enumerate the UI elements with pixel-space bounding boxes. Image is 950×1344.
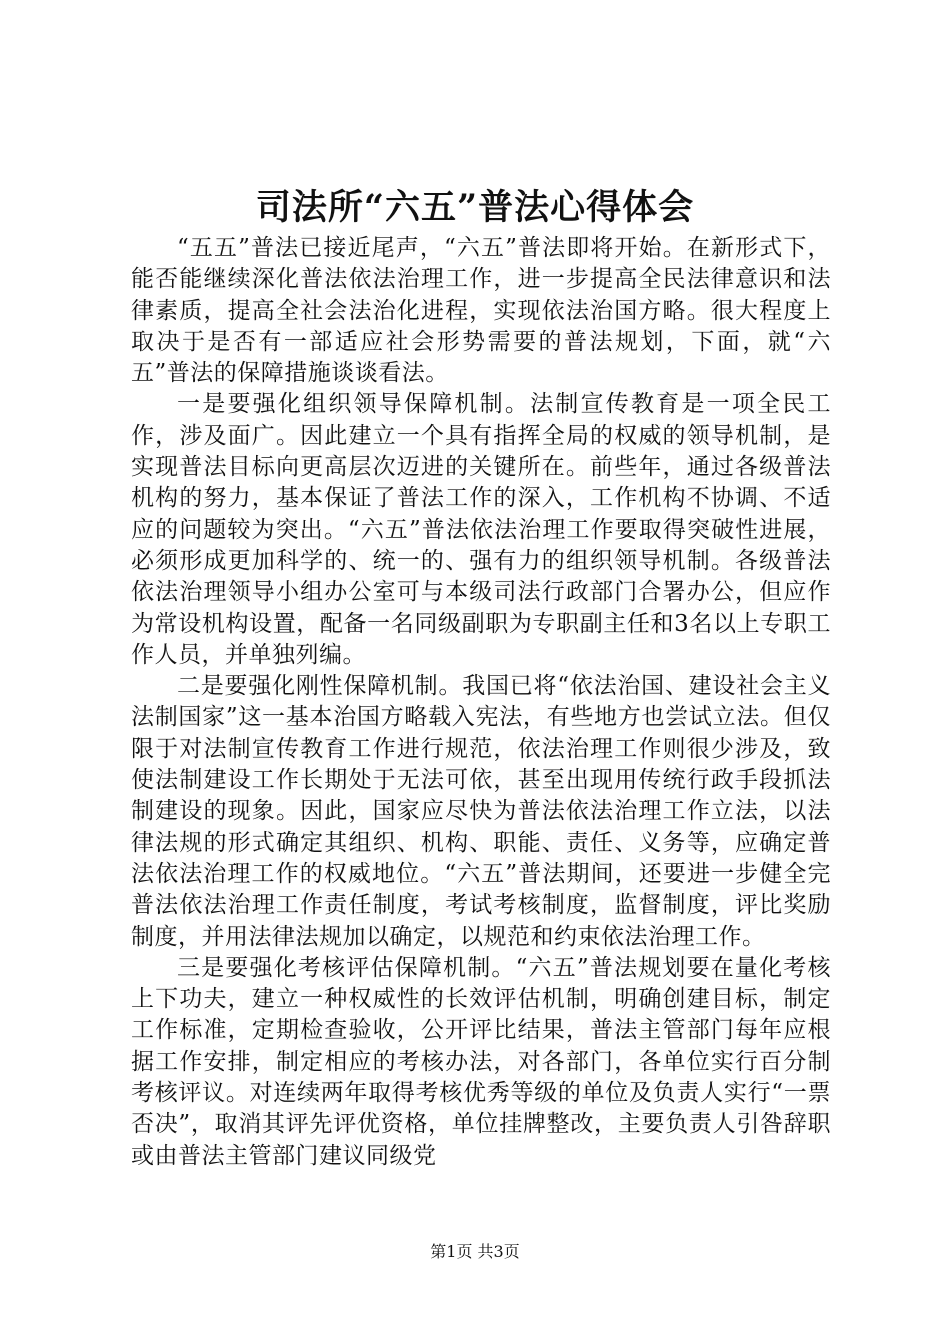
- paragraph-organization: 一是要强化组织领导保障机制。法制宣传教育是一项全民工作，涉及面广。因此建立一个具有指挥全局的权威的领导机制，是实现普法目标向更高层次迈进的关键所在。前些年，通过各级普法机构的努力，基本保证了普法工作的深入，工作机构不协调、不适应的问题较为突出。“六五”普法依法治理工作要取得突破性进展，必须形成更加科学的、统一的、强有力的组织领导机制。各级普法依法治理领导小组办公室可与本级司法行政部门合署办公，但应作为常设机构设置，配备一名同级副职为专职副主任和3名以上专职工作人员，并单独列编。: [131, 391, 831, 668]
- document-title: 司法所“六五”普法心得体会: [255, 187, 695, 228]
- page-number: 第1页 共3页: [430, 1242, 520, 1261]
- paragraph-intro: “五五”普法已接近尾声，“六五”普法即将开始。在新形式下，能否能继续深化普法依法治理工作，进一步提高全民法律意识和法律素质，提高全社会法治化进程，实现依法治国方略。很大程度上取决于是否有一部适应社会形势需要的普法规划，下面，就“六五”普法的保障措施谈谈看法。: [131, 235, 831, 387]
- document-body: [131, 233, 831, 1172]
- paragraph-assessment: 三是要强化考核评估保障机制。“六五”普法规划要在量化考核上下功夫，建立一种权威性的长效评估机制，明确创建目标，制定工作标准，定期检查验收，公开评比结果，普法主管部门每年应根据工作安排，制定相应的考核办法，对各部门，各单位实行百分制考核评议。对连续两年取得考核优秀等级的单位及负责人实行“一票否决”，取消其评先评优资格，单位挂牌整改，主要负责人引咎辞职或由普法主管部门建议同级党: [131, 954, 831, 1169]
- paragraph-rigid-mechanism: 二是要强化刚性保障机制。我国已将“依法治国、建设社会主义法制国家”这一基本治国方略载入宪法，有些地方也尝试立法。但仅限于对法制宣传教育工作进行规范，依法治理工作则很少涉及，致使法制建设工作长期处于无法可依，甚至出现用传统行政手段抓法制建设的现象。因此，国家应尽快为普法依法治理工作立法，以法律法规的形式确定其组织、机构、职能、责任、义务等，应确定普法依法治理工作的权威地位。“六五”普法期间，还要进一步健全完普法依法治理工作责任制度，考试考核制度，监督制度，评比奖励制度，并用法律法规加以确定，以规范和约束依法治理工作。: [131, 673, 831, 950]
